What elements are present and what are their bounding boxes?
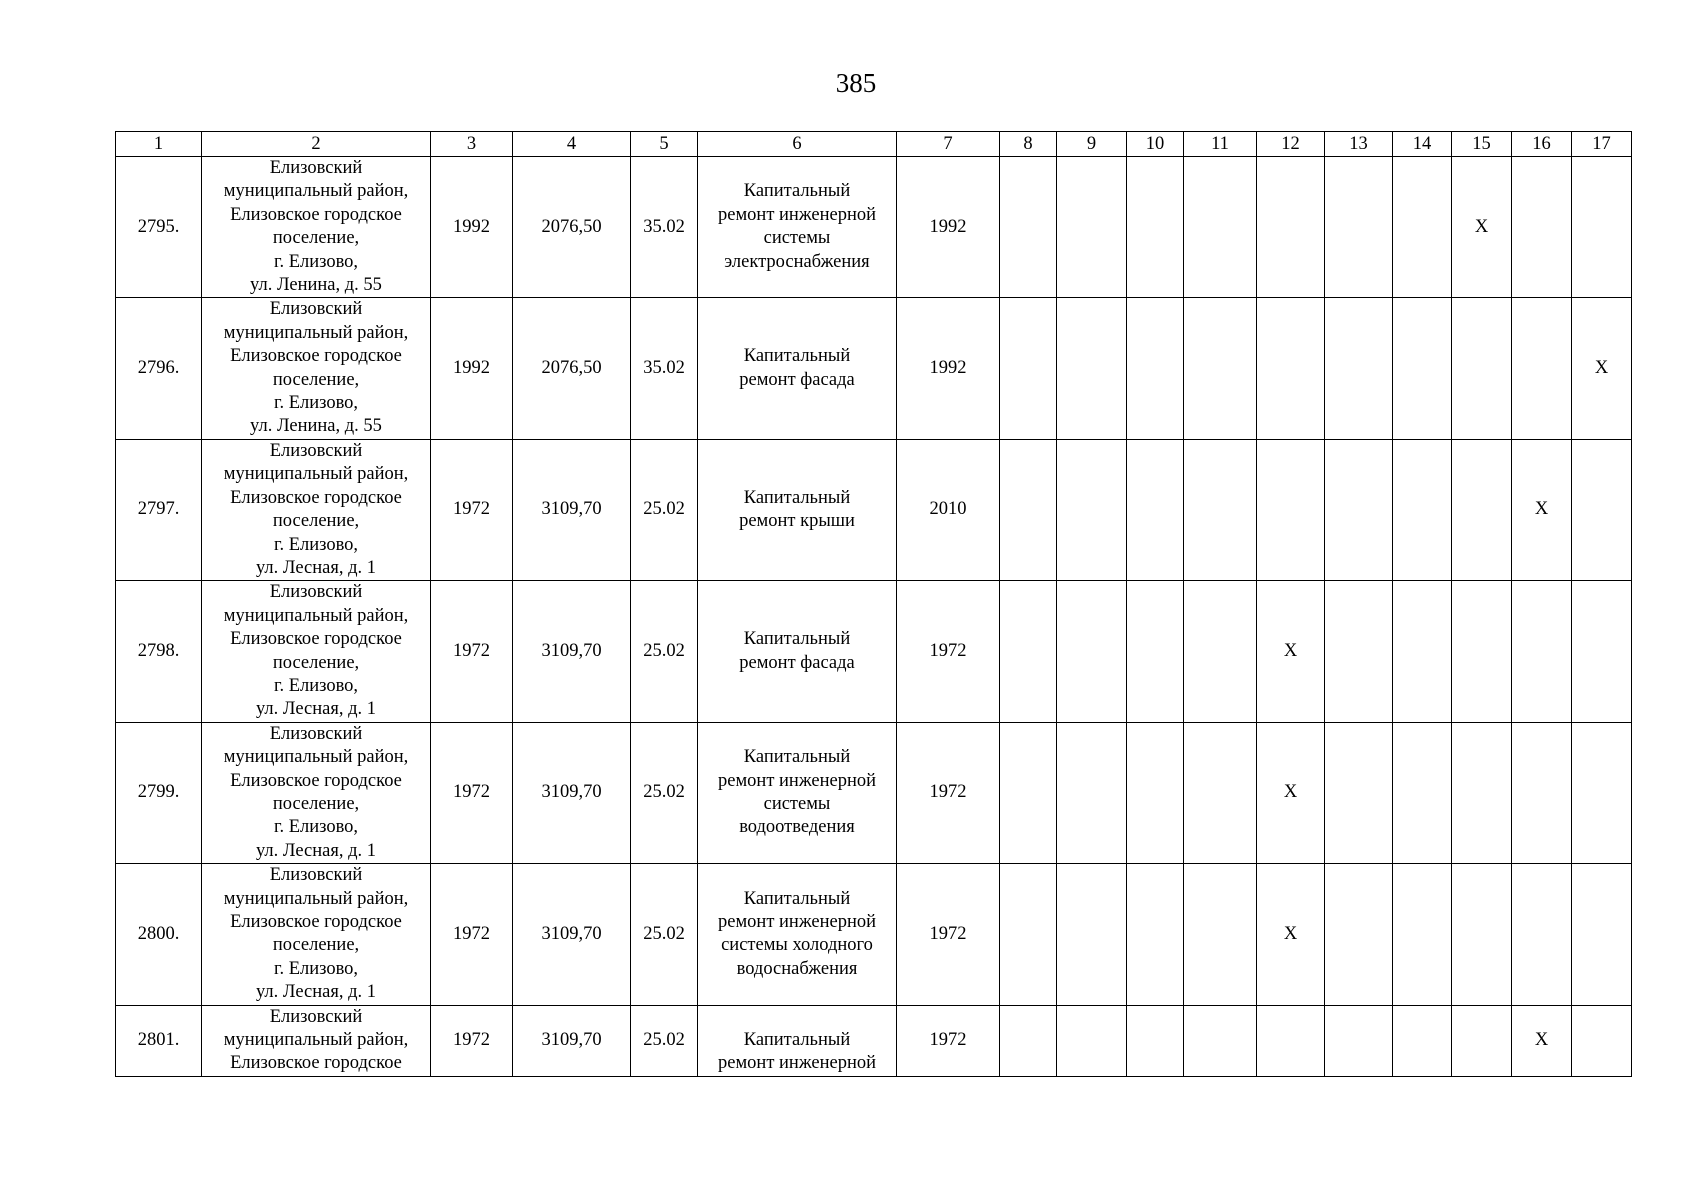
period-col-8 bbox=[1000, 581, 1057, 722]
period-col-16 bbox=[1512, 157, 1572, 298]
address: Елизовский муниципальный район, Елизовское городское поселение, г. Елизово, ул. Лесная, д. 1 bbox=[202, 439, 431, 580]
period-col-17: X bbox=[1572, 298, 1632, 439]
row-number: 2796. bbox=[116, 298, 202, 439]
period-col-14 bbox=[1393, 1005, 1452, 1076]
period-col-16 bbox=[1512, 722, 1572, 863]
area: 2076,50 bbox=[513, 157, 631, 298]
header-col-11: 11 bbox=[1184, 132, 1257, 157]
period-col-13 bbox=[1325, 439, 1393, 580]
period-col-14 bbox=[1393, 439, 1452, 580]
period-col-11 bbox=[1184, 439, 1257, 580]
last-repair-year: 1972 bbox=[897, 1005, 1000, 1076]
period-col-17 bbox=[1572, 1005, 1632, 1076]
period-col-11 bbox=[1184, 1005, 1257, 1076]
period-col-17 bbox=[1572, 581, 1632, 722]
header-col-15: 15 bbox=[1452, 132, 1512, 157]
address: Елизовский муниципальный район, Елизовское городское поселение, г. Елизово, ул. Ленина, д. 55 bbox=[202, 157, 431, 298]
period-col-9 bbox=[1057, 298, 1127, 439]
period-col-15 bbox=[1452, 298, 1512, 439]
table-row bbox=[116, 157, 1632, 298]
period-col-16 bbox=[1512, 864, 1572, 1005]
period-col-8 bbox=[1000, 722, 1057, 863]
period-col-10 bbox=[1127, 439, 1184, 580]
header-col-4: 4 bbox=[513, 132, 631, 157]
period-col-17 bbox=[1572, 722, 1632, 863]
period-col-17 bbox=[1572, 439, 1632, 580]
period-col-12: X bbox=[1257, 581, 1325, 722]
period-col-15 bbox=[1452, 1005, 1512, 1076]
period-col-10 bbox=[1127, 581, 1184, 722]
period-col-11 bbox=[1184, 722, 1257, 863]
period-col-13 bbox=[1325, 298, 1393, 439]
address: Елизовский муниципальный район, Елизовское городское поселение, г. Елизово, ул. Лесная, д. 1 bbox=[202, 581, 431, 722]
period-col-12 bbox=[1257, 298, 1325, 439]
header-col-7: 7 bbox=[897, 132, 1000, 157]
period-col-12: X bbox=[1257, 864, 1325, 1005]
last-repair-year: 2010 bbox=[897, 439, 1000, 580]
work-type: Капитальный ремонт фасада bbox=[698, 298, 897, 439]
build-year: 1992 bbox=[431, 157, 513, 298]
build-year: 1972 bbox=[431, 722, 513, 863]
area: 3109,70 bbox=[513, 581, 631, 722]
header-col-2: 2 bbox=[202, 132, 431, 157]
header-col-13: 13 bbox=[1325, 132, 1393, 157]
period-col-13 bbox=[1325, 581, 1393, 722]
wear: 25.02 bbox=[631, 864, 698, 1005]
period-col-10 bbox=[1127, 157, 1184, 298]
period-col-14 bbox=[1393, 298, 1452, 439]
page-number: 385 bbox=[835, 68, 877, 98]
period-col-14 bbox=[1393, 581, 1452, 722]
period-col-13 bbox=[1325, 1005, 1393, 1076]
period-col-10 bbox=[1127, 864, 1184, 1005]
row-number: 2798. bbox=[116, 581, 202, 722]
last-repair-year: 1972 bbox=[897, 581, 1000, 722]
work-type: Капитальный ремонт инженерной системы холодного водоснабжения bbox=[698, 864, 897, 1005]
period-col-11 bbox=[1184, 864, 1257, 1005]
build-year: 1992 bbox=[431, 298, 513, 439]
table-row bbox=[116, 864, 1632, 1005]
address: Елизовский муниципальный район, Елизовское городское поселение, г. Елизово, ул. Лесная, д. 1 bbox=[202, 864, 431, 1005]
period-col-13 bbox=[1325, 864, 1393, 1005]
header-col-5: 5 bbox=[631, 132, 698, 157]
header-col-1: 1 bbox=[116, 132, 202, 157]
period-col-12 bbox=[1257, 439, 1325, 580]
period-col-9 bbox=[1057, 864, 1127, 1005]
header-col-14: 14 bbox=[1393, 132, 1452, 157]
last-repair-year: 1972 bbox=[897, 722, 1000, 863]
row-number: 2799. bbox=[116, 722, 202, 863]
period-col-14 bbox=[1393, 864, 1452, 1005]
last-repair-year: 1992 bbox=[897, 298, 1000, 439]
table-row bbox=[116, 298, 1632, 439]
period-col-16: X bbox=[1512, 1005, 1572, 1076]
wear: 35.02 bbox=[631, 298, 698, 439]
build-year: 1972 bbox=[431, 581, 513, 722]
area: 3109,70 bbox=[513, 1005, 631, 1076]
build-year: 1972 bbox=[431, 1005, 513, 1076]
period-col-8 bbox=[1000, 1005, 1057, 1076]
period-col-9 bbox=[1057, 157, 1127, 298]
period-col-15 bbox=[1452, 864, 1512, 1005]
period-col-16 bbox=[1512, 581, 1572, 722]
build-year: 1972 bbox=[431, 439, 513, 580]
table-row bbox=[116, 581, 1632, 722]
period-col-10 bbox=[1127, 1005, 1184, 1076]
period-col-11 bbox=[1184, 581, 1257, 722]
period-col-15 bbox=[1452, 581, 1512, 722]
row-number: 2801. bbox=[116, 1005, 202, 1076]
header-col-16: 16 bbox=[1512, 132, 1572, 157]
header-col-12: 12 bbox=[1257, 132, 1325, 157]
row-number: 2800. bbox=[116, 864, 202, 1005]
last-repair-year: 1972 bbox=[897, 864, 1000, 1005]
address: Елизовский муниципальный район, Елизовское городское поселение, г. Елизово, ул. Ленина, д. 55 bbox=[202, 298, 431, 439]
wear: 25.02 bbox=[631, 1005, 698, 1076]
work-type: Капитальный ремонт крыши bbox=[698, 439, 897, 580]
period-col-8 bbox=[1000, 298, 1057, 439]
column-number-header bbox=[116, 132, 1632, 157]
period-col-11 bbox=[1184, 157, 1257, 298]
header-col-9: 9 bbox=[1057, 132, 1127, 157]
area: 3109,70 bbox=[513, 864, 631, 1005]
header-col-8: 8 bbox=[1000, 132, 1057, 157]
period-col-10 bbox=[1127, 722, 1184, 863]
period-col-13 bbox=[1325, 157, 1393, 298]
work-type: Капитальный ремонт инженерной системы электроснабжения bbox=[698, 157, 897, 298]
header-col-3: 3 bbox=[431, 132, 513, 157]
work-type: Капитальный ремонт инженерной bbox=[698, 1005, 897, 1076]
row-number: 2795. bbox=[116, 157, 202, 298]
period-col-13 bbox=[1325, 722, 1393, 863]
wear: 25.02 bbox=[631, 439, 698, 580]
area: 3109,70 bbox=[513, 722, 631, 863]
address-text: Елизовский муниципальный район, Елизовское городское bbox=[223, 1006, 409, 1074]
wear: 35.02 bbox=[631, 157, 698, 298]
area: 2076,50 bbox=[513, 298, 631, 439]
period-col-12 bbox=[1257, 1005, 1325, 1076]
period-col-12: X bbox=[1257, 722, 1325, 863]
wear: 25.02 bbox=[631, 722, 698, 863]
period-col-8 bbox=[1000, 157, 1057, 298]
period-col-16: X bbox=[1512, 439, 1572, 580]
period-col-15: X bbox=[1452, 157, 1512, 298]
work-type: Капитальный ремонт инженерной системы водоотведения bbox=[698, 722, 897, 863]
period-col-15 bbox=[1452, 722, 1512, 863]
period-col-10 bbox=[1127, 298, 1184, 439]
last-repair-year: 1992 bbox=[897, 157, 1000, 298]
period-col-17 bbox=[1572, 157, 1632, 298]
period-col-9 bbox=[1057, 439, 1127, 580]
build-year: 1972 bbox=[431, 864, 513, 1005]
table-row bbox=[116, 439, 1632, 580]
period-col-11 bbox=[1184, 298, 1257, 439]
header-col-10: 10 bbox=[1127, 132, 1184, 157]
table-row bbox=[116, 1005, 1632, 1076]
period-col-14 bbox=[1393, 722, 1452, 863]
table-row bbox=[116, 722, 1632, 863]
address bbox=[202, 1005, 431, 1076]
wear: 25.02 bbox=[631, 581, 698, 722]
period-col-9 bbox=[1057, 722, 1127, 863]
address: Елизовский муниципальный район, Елизовское городское поселение, г. Елизово, ул. Лесная, д. 1 bbox=[202, 722, 431, 863]
header-col-17: 17 bbox=[1572, 132, 1632, 157]
row-number: 2797. bbox=[116, 439, 202, 580]
period-col-9 bbox=[1057, 1005, 1127, 1076]
period-col-14 bbox=[1393, 157, 1452, 298]
period-col-15 bbox=[1452, 439, 1512, 580]
work-type: Капитальный ремонт фасада bbox=[698, 581, 897, 722]
period-col-8 bbox=[1000, 864, 1057, 1005]
period-col-9 bbox=[1057, 581, 1127, 722]
area: 3109,70 bbox=[513, 439, 631, 580]
header-col-6: 6 bbox=[698, 132, 897, 157]
period-col-17 bbox=[1572, 864, 1632, 1005]
period-col-12 bbox=[1257, 157, 1325, 298]
repair-register-table bbox=[115, 131, 1632, 1077]
period-col-8 bbox=[1000, 439, 1057, 580]
period-col-16 bbox=[1512, 298, 1572, 439]
